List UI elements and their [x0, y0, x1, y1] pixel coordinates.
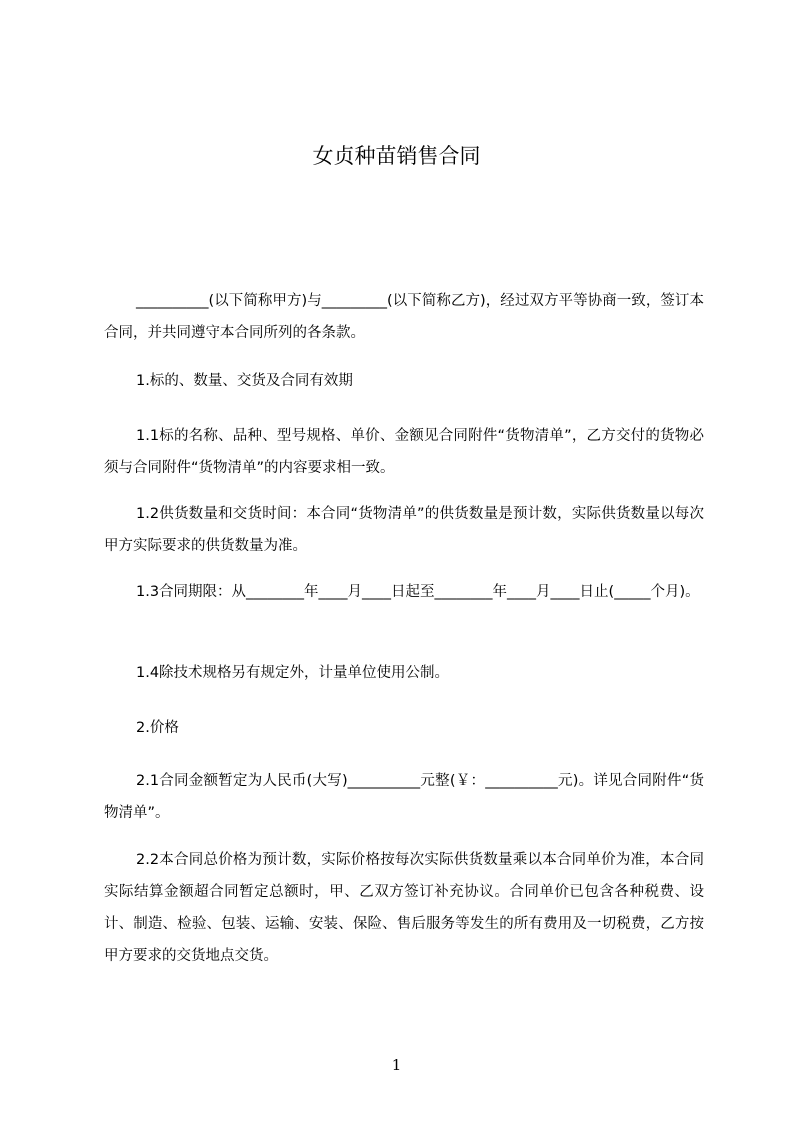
- page-number: 1: [391, 1056, 402, 1074]
- section-1-heading: 1.标的、数量、交货及合同有效期: [136, 373, 353, 389]
- intro-paragraph: __________(以下简称甲方)与_________(以下简称乙方)，经过双方平等协商一致，签订本合同，并共同遵守本合同所列的各条款。: [104, 293, 704, 341]
- clause-1-4: 1.4除技术规格另有规定外，计量单位使用公制。: [136, 665, 450, 681]
- clause-1-3: 1.3合同期限：从________年____月____日起至________年____月____日止(_____个月)。: [136, 584, 700, 600]
- section-2-heading: 2.价格: [136, 720, 179, 736]
- clause-2-1: 2.1合同金额暂定为人民币(大写)__________元整(￥：__________元)。详见合同附件“货物清单”。: [104, 773, 704, 821]
- clause-1-1: 1.1标的名称、品种、型号规格、单价、金额见合同附件“货物清单”，乙方交付的货物必须与合同附件“货物清单”的内容要求相一致。: [104, 428, 704, 476]
- clause-2-2: 2.2本合同总价格为预计数，实际价格按每次实际供货数量乘以本合同单价为准，本合同实际结算金额超合同暂定总额时，甲、乙双方签订补充协议。合同单价已包含各种税费、设计、制造、检验、包装、运输、安装、保险、售后服务等发生的所有费用及一切税费，乙方按甲方要求的交货地点交货。: [104, 852, 704, 964]
- document-title: 女贞种苗销售合同: [312, 144, 481, 168]
- clause-1-2: 1.2供货数量和交货时间：本合同“货物清单”的供货数量是预计数，实际供货数量以每次甲方实际要求的供货数量为准。: [104, 506, 704, 554]
